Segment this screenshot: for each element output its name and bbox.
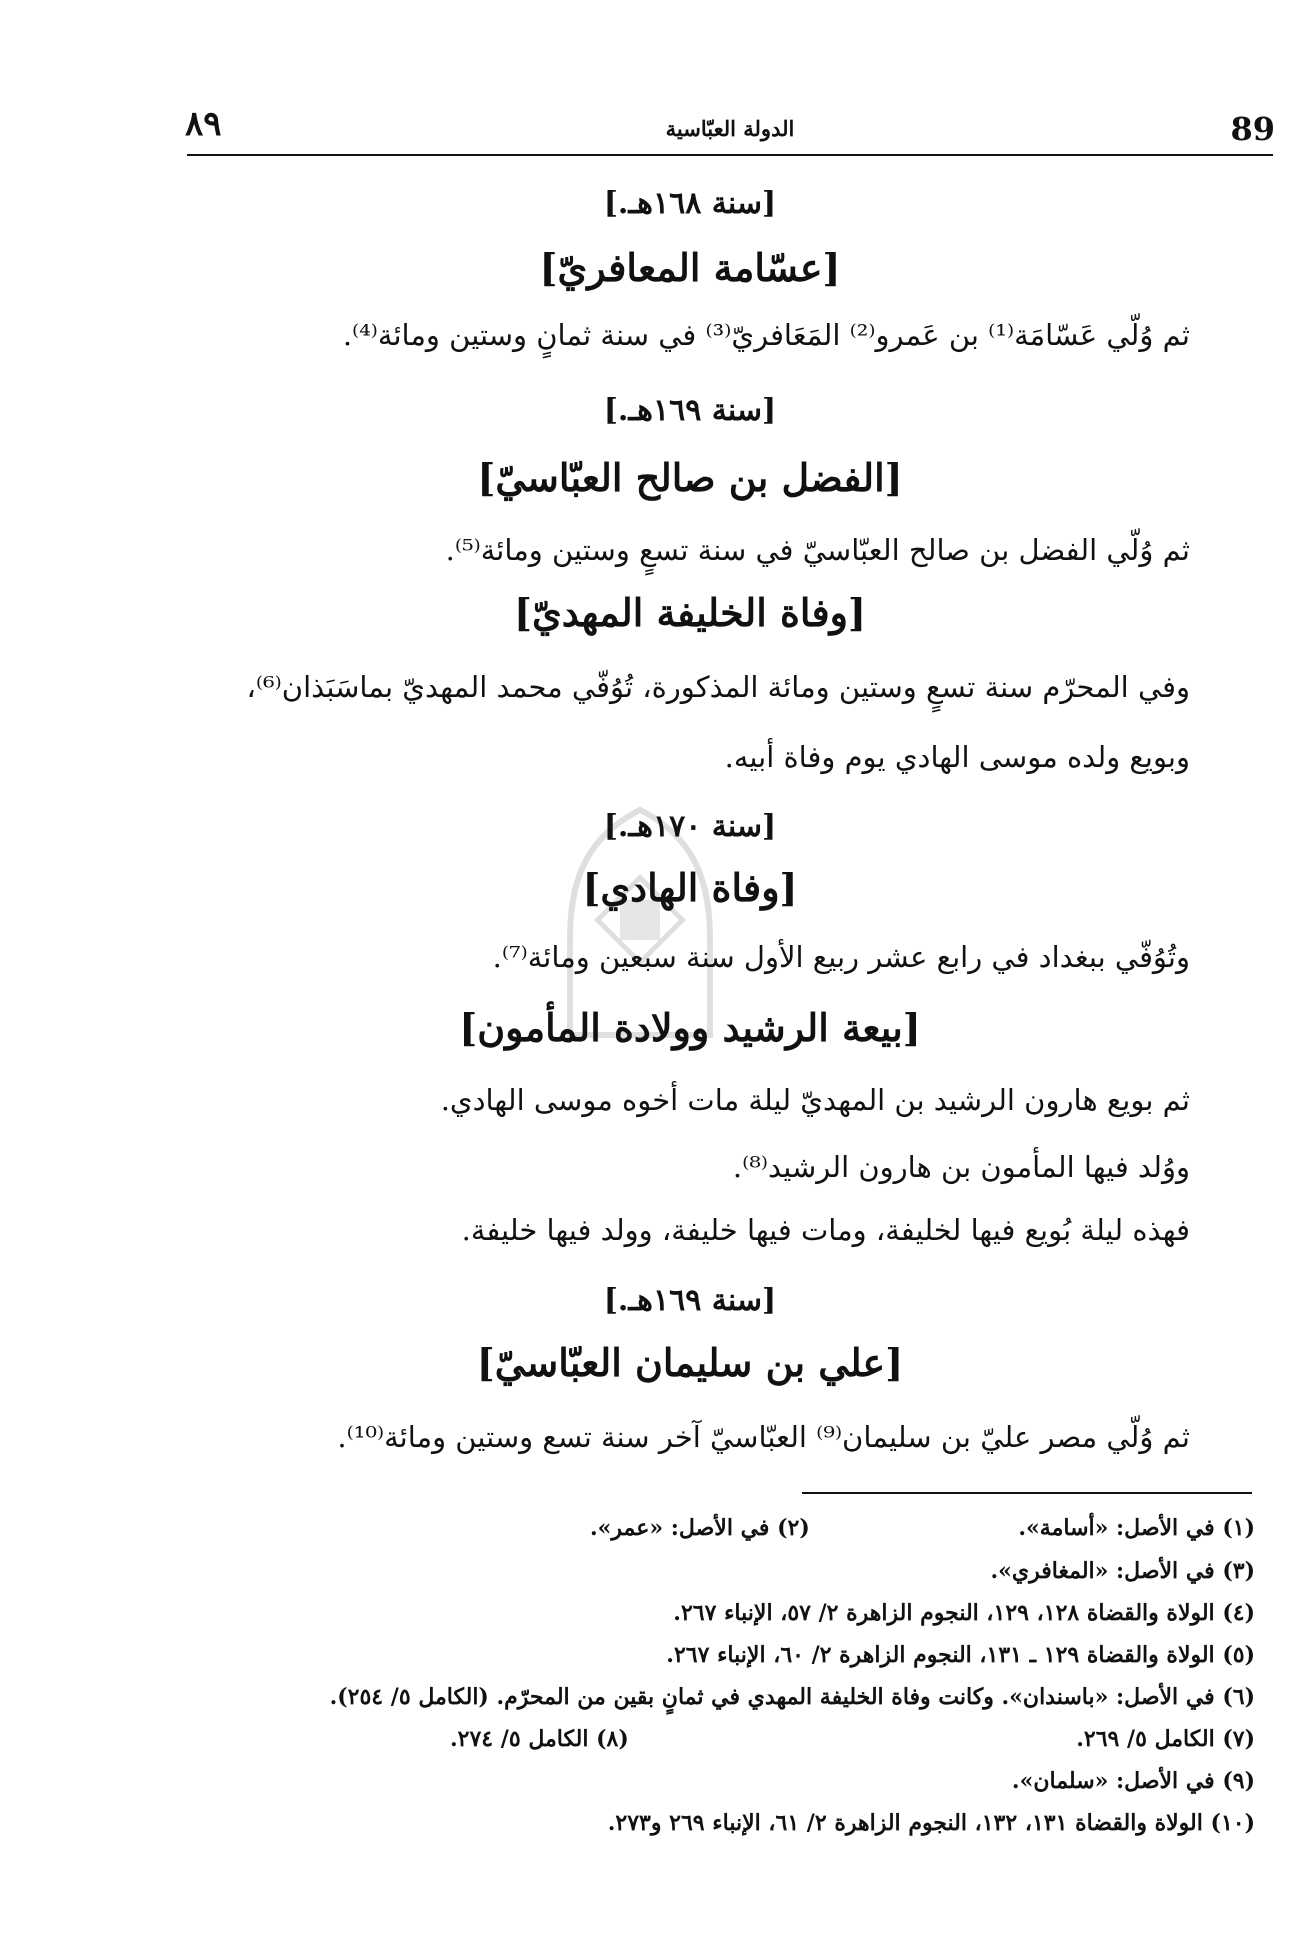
year-heading: [سنة ١٦٩هـ.] bbox=[603, 393, 777, 428]
header-rule bbox=[187, 154, 1273, 156]
paragraph-line: ثم وُلّي عَسّامَة⁽¹⁾ بن عَمرو⁽²⁾ المَعَافريّ⁽³⁾ في سنة ثمانٍ وستين ومائة⁽⁴⁾. bbox=[342, 318, 1190, 352]
paragraph-line: ثم وُلّي الفضل بن صالح العبّاسيّ في سنة تسعٍ وستين ومائة⁽⁵⁾. bbox=[445, 533, 1190, 567]
paragraph-line: وفي المحرّم سنة تسعٍ وستين ومائة المذكورة، تُوُفّي محمد المهديّ بماسَبَذان⁽⁶⁾، bbox=[246, 670, 1190, 704]
footnote: (٨) الكامل ٥/ ٢٧٤. bbox=[450, 1726, 629, 1752]
footnote-rule bbox=[802, 1492, 1252, 1494]
footnote: (٦) في الأصل: «باسندان». وكانت وفاة الخليفة المهدي في ثمانٍ بقين من المحرّم. (الكامل ٥/ ٢٥٤). bbox=[329, 1684, 1255, 1710]
footnote: (٩) في الأصل: «سلمان». bbox=[1011, 1768, 1255, 1794]
section-heading: [وفاة الهادي] bbox=[582, 865, 798, 910]
section-heading: [بيعة الرشيد وولادة المأمون] bbox=[459, 1005, 921, 1050]
page-number-latin: 89 bbox=[1230, 110, 1275, 148]
footnote: (٥) الولاة والقضاة ١٢٩ ـ ١٣١، النجوم الزاهرة ٢/ ٦٠، الإنباء ٢٦٧. bbox=[666, 1642, 1255, 1668]
page-header bbox=[185, 100, 1275, 152]
paragraph-line: وتُوُفّي ببغداد في رابع عشر ربيع الأول سنة سبعين ومائة⁽⁷⁾. bbox=[492, 940, 1190, 974]
footnote: (١٠) الولاة والقضاة ١٣١، ١٣٢، النجوم الزاهرة ٢/ ٦١، الإنباء ٢٦٩ و٢٧٣. bbox=[607, 1810, 1255, 1836]
year-heading: [سنة ١٦٨هـ.] bbox=[603, 186, 777, 221]
footnote: (٧) الكامل ٥/ ٢٦٩. bbox=[1076, 1726, 1255, 1752]
year-heading: [سنة ١٧٠هـ.] bbox=[603, 809, 777, 844]
paragraph-line: ثم بويع هارون الرشيد بن المهديّ ليلة مات أخوه موسى الهادي. bbox=[440, 1083, 1190, 1117]
paragraph-line: ووُلد فيها المأمون بن هارون الرشيد⁽⁸⁾. bbox=[732, 1150, 1190, 1184]
page-number-arabic: ٨٩ bbox=[185, 104, 222, 144]
running-title: الدولة العبّاسية bbox=[665, 116, 795, 141]
section-heading: [وفاة الخليفة المهديّ] bbox=[513, 590, 867, 635]
paragraph-line: وبويع ولده موسى الهادي يوم وفاة أبيه. bbox=[724, 740, 1190, 774]
section-heading: [الفضل بن صالح العبّاسيّ] bbox=[477, 455, 903, 500]
paragraph-line: فهذه ليلة بُويع فيها لخليفة، ومات فيها خليفة، وولد فيها خليفة. bbox=[461, 1213, 1190, 1247]
footnote: (٤) الولاة والقضاة ١٢٨، ١٢٩، النجوم الزاهرة ٢/ ٥٧، الإنباء ٢٦٧. bbox=[673, 1600, 1255, 1626]
footnote: (٣) في الأصل: «المغافري». bbox=[990, 1558, 1255, 1584]
footnote: (٢) في الأصل: «عمر». bbox=[590, 1515, 810, 1541]
footnote: (١) في الأصل: «أسامة». bbox=[1018, 1515, 1255, 1541]
section-heading: [علي بن سليمان العبّاسيّ] bbox=[476, 1340, 904, 1385]
paragraph-line: ثم وُلّي مصر عليّ بن سليمان⁽⁹⁾ العبّاسيّ آخر سنة تسع وستين ومائة⁽¹⁰⁾. bbox=[337, 1420, 1190, 1454]
year-heading: [سنة ١٦٩هـ.] bbox=[603, 1283, 777, 1318]
section-heading: [عسّامة المعافريّ] bbox=[539, 245, 841, 290]
